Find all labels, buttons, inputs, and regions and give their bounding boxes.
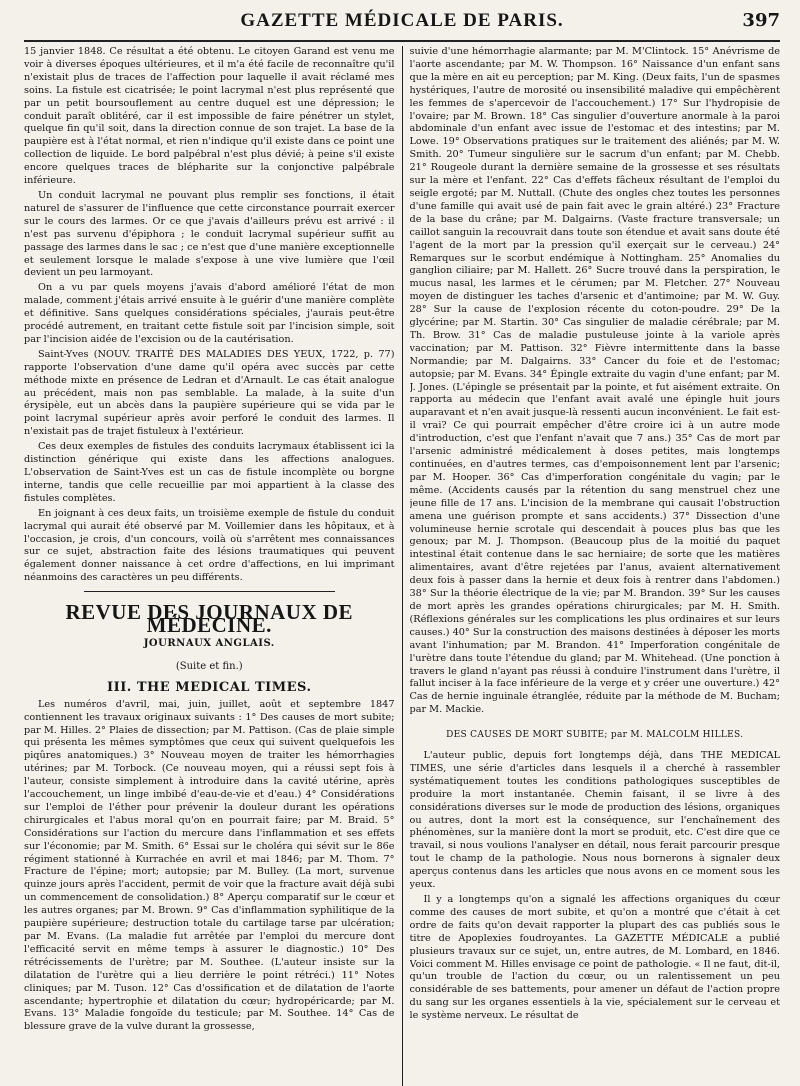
paragraph: En joignant à ces deux faits, un troisième exemple de fistule du conduit lacrymal qui aurait été observé par M. Voillemier dans les hôpitaux, et à l'occasion, je crois, d'un concours, voilà où s'arrêtent mes connaissances sur ce sujet, abstraction faite des lésions traumatiques qui peuvent également donner naissance à cet ordre d'affections, en lui imprimant néanmoins des caractères un peu différents. [24, 507, 395, 584]
paragraph: Ces deux exemples de fistules des conduits lacrymaux établissent ici la distinction générique qui existe dans les affections analogues. L'observation de Saint-Yves est un cas de fistule incomplète ou borgne interne, tandis que celle recueillie par moi appartient à la classe des fistules complètes. [24, 441, 395, 504]
paragraph: L'auteur public, depuis fort longtemps déjà, dans THE MEDICAL TIMES, une série d'articles dans lesquels il a cherché à rassembler systématiquement toutes les conditions pathologiques susceptibles de produire la mort instantanée. Chemin faisant, il se livre à des considérations diverses sur le mode de production des lésions, organiques ou autres, dont la mort est la conséquence, sur l'enchaînement des phénomènes, sur la manière dont la mort se produit, etc. C'est dire que ce travail, si nous voulions l'analyser en détail, nous ferait parcourir presque tout le champ de la pathologie. Nous nous bornerons à signaler deux aperçus contenus dans les articles que nous avons en ce moment sous les yeux. [409, 750, 781, 891]
paragraph: Un conduit lacrymal ne pouvant plus remplir ses fonctions, il était naturel de s'assurer de l'influence que cette circonstance pourrait exercer sur le cours des larmes. Or ce que j'avais d'ailleurs prévu est arrivé : il n'est pas survenu d'épiphora ; le conduit lacrymal supérieur suffit au passage des larmes dans le sac ; ce n'est que d'une manière exceptionnelle et seulement lorsque le malade s'expose à une vive lumière que l'œil devient un peu larmoyant. [24, 189, 395, 279]
paragraph: Il y a longtemps qu'on a signalé les affections organiques du cœur comme des causes de mort subite, et qu'on a montré que c'était à cet ordre de faits qu'on devait rapporter la plupart des cas publiés sous le titre de Apoplexies foudroyantes. La GAZETTE MÉDICALE a publié plusieurs travaux sur ce sujet, un, entre autres, de M. Lombard, en 1846. Voici comment M. Hilles envisage ce point de pathologie. « Il ne faut, dit-il, qu'un trouble de l'action du cœur, ou un ralentissement un peu considérable de ses battements, pour amener un défaut de l'action propre du sang sur les organes essentiels à la vie, spécialement sur le cerveau et le système nerveux. Le résultat de [409, 894, 781, 1022]
page-header [24, 10, 780, 42]
right-column [410, 46, 781, 1086]
journal-title: GAZETTE MÉDICALE DE PARIS. [240, 10, 564, 31]
page-number: 397 [742, 10, 780, 31]
article-heading: DES CAUSES DE MORT SUBITE; par M. MALCOLM HILLES. [446, 730, 744, 741]
paragraph: Saint-Yves (NOUV. TRAITÉ DES MALADIES DES YEUX, 1722, p. 77) rapporte l'observation d'une dame qu'il opéra avec succès par cette méthode mixte en présence de Ledran et d'Arnault. Le cas était analogue au précédent, mais non pas semblable. La malade, à la suite d'un érysipèle, eut un abcès dans la paupière supérieure qui se vida par le point lacrymal supérieur après avoir perforé le conduit des larmes. Il n'existait pas de trajet fistuleux à l'extérieur. [24, 348, 395, 438]
left-column [24, 46, 395, 1086]
paragraph: Les numéros d'avril, mai, juin, juillet, août et septembre 1847 contiennent les travaux originaux suivants : 1° Des causes de mort subite; par M. Hilles. 2° Plaies de dissection; par M. Pattison. (Cas de plaie simple qui présenta les mêmes symptômes que ceux qui suivent quelquefois les piqûres anatomiques.) 3° Nouveau moyen de traiter les hémorrhagies utérines; par M. Torbock. (Ce nouveau moyen, qui a réussi sept fois à l'auteur, consiste simplement à introduire dans la cavité utérine, après l'accouchement, un linge imbibé d'eau-de-vie et d'eau.) 4° Considérations sur l'emploi de l'éther pour prévenir la douleur durant les opérations chirurgicales et l'abus moral qu'on en pourrait faire; par M. Braid. 5° Considérations sur l'action du mercure dans l'inflammation et ses effets sur l'économie; par M. Smith. 6° Essai sur le choléra qui sévit sur le 86e régiment stationné à Kurrachée en avril et mai 1846; par M. Thom. 7° Fracture de l'épine; mort; autopsie; par M. Bulley. (La mort, survenue quinze jours après l'accident, permit de voir que la fracture avait déjà subi un commencement de consolidation.) 8° Aperçu comparatif sur le cœur et les autres organes; par M. Brown. 9° Cas d'inflammation syphilitique de la paupière supérieure; destruction totale du cartilage tarse par ulcération; par M. Evans. (La maladie fut arrêtée par l'emploi du mercure dont l'efficacité servit en même temps à assurer le diagnostic.) 10° Des rétrécissements de l'urètre; par M. Southee. (L'auteur insiste sur la dilatation de l'urètre qui a lieu derrière le point rétréci.) 11° Notes cliniques; par M. Tuson. 12° Cas d'ossification et de dilatation de l'aorte ascendante; hypertrophie et dilatation du cœur; hydropéricarde; par M. Evans. 13° Maladie fongoïde du testicule; par M. Southee. 14° Cas de blessure grave de la vulve durant la grossesse, [24, 698, 395, 1033]
section-rule [84, 591, 335, 592]
column-divider [402, 46, 403, 1086]
section-title: REVUE DES JOURNAUX DE MÉDECINE. [65, 600, 354, 638]
journal-section-heading: III. THE MEDICAL TIMES. [107, 679, 312, 695]
continuation-note: (Suite et fin.) [175, 660, 243, 672]
paragraph: On a vu par quels moyens j'avais d'abord amélioré l'état de mon malade, comment j'étais arrivé ensuite à le guérir d'une manière complète et définitive. Sans quelques considérations spéciales, j'aurais peut-être procédé autrement, en traitant cette fistule soit par l'incision simple, soit par l'incision aidée de l'excision ou de la cautérisation. [24, 282, 395, 345]
paragraph: suivie d'une hémorrhagie alarmante; par M. M'Clintock. 15° Anévrisme de l'aorte ascendante; par M. W. Thompson. 16° Naissance d'un enfant sans que la mère en ait eu perception; par M. King. (Deux faits, l'un de spasmes hystériques, l'autre de morosité ou insensibilité maladive qui empêchèrent les femmes de s'apercevoir de l'accouchement.) 17° Sur l'hydropisie de l'ovaire; par M. Brown. 18° Cas singulier d'ouverture anormale à la paroi abdominale d'un enfant avec issue de l'estomac et des intestins; par M. Lowe. 19° Observations pratiques sur le traitement des aliénés; par M. W. Smith. 20° Tumeur singulière sur le sacrum d'un enfant; par M. Chebb. 21° Rougeole durant la dernière semaine de la grossesse et ses résultats sur la mère et l'enfant. 22° Cas d'effets fâcheux résultant de l'emploi du seigle ergoté; par M. Nuttall. (Chute des ongles chez toutes les personnes d'une famille qui avait usé de pain fait avec le grain altéré.) 23° Fracture de la base du crâne; par M. Dalgairns. (Vaste fracture transversale; un caillot sanguin la recouvrait dans toute son étendue et avait sans doute été l'agent de la mort par la pression qu'il exerçait sur le cerveau.) 24° Remarques sur le scorbut endémique à Nottingham. 25° Anomalies du ganglion ciliaire; par M. Hallett. 26° Sucre trouvé dans la perspiration, le mucus nasal, les larmes et le cérumen; par M. Fletcher. 27° Nouveau moyen de distinguer les taches d'arsenic et d'antimoine; par M. W. Guy. 28° Sur la cause de l'explosion récente du coton-poudre. 29° De la glycérine; par M. Startin. 30° Cas singulier de maladie cérébrale; par M. Th. Brow. 31° Cas de maladie pustuleuse jointe à la variole après vaccination; par M. Pattison. 32° Fièvre intermittente dans la basse Normandie; par M. Dalgairns. 33° Cancer du foie et de l'estomac; autopsie; par M. Evans. 34° Épingle extraite du vagin d'une enfant; par M. J. Jones. (L'épingle se présentait par la pointe, et fut aisément extraite. On rapporta au médecin que l'enfant avait avalé une épingle huit jours auparavant et n'en avait jusque-là ressenti aucun inconvénient. Le fait est-il vrai? Ce qui pourrait empêcher d'être croire ici à un autre mode d'introduction, c'est que l'enfant n'avait que 7 ans.) 35° Cas de mort par l'arsenic administré médicalement à doses petites, mais longtemps continuées, en d'autres termes, cas d'empoisonnement lent par l'arsenic; par M. Hooper. 36° Cas d'imperforation congénitale du vagin; par le même. (Accidents causés par la rétention du sang menstruel chez une jeune fille de 17 ans. L'incision de la membrane qui causait l'obstruction amena une guérison prompte et sans accidents.) 37° Dissection d'une volumineuse hernie scrotale qui descendait à pouces plus bas que les genoux; par M. J. Thompson. (Beaucoup plus de la moitié du paquet intestinal était contenue dans le sac herniaire; de sorte que les matières alimentaires, avant d'être rejetées par l'anus, avaient alternativement deux fois à passer dans la hernie et deux fois à rentrer dans l'abdomen.) 38° Sur la théorie électrique de la vie; par M. Brandon. 39° Sur les causes de mort après les grandes opérations chirurgicales; par M. H. Smith. (Réflexions générales sur les complications les plus ordinaires et sur leurs causes.) 40° Sur la construction des maisons destinées à déposer les morts avant l'inhumation; par M. Brandon. 41° Imperforation congénitale de l'urètre dans toute l'étendue du gland; par M. Whitehead. (Une ponction à travers le gland n'ayant pas réussi à conduire l'instrument dans l'urètre, il fallut inciser à la face inférieure de la verge et y créer une ouverture.) 42° Cas de hernie inguinale étranglée, réduite par la méthode de M. Bucham; par M. Mackie. [409, 46, 781, 716]
subsection-title: JOURNAUX ANGLAIS. [143, 637, 275, 649]
columns [24, 46, 780, 1086]
paragraph: 15 janvier 1848. Ce résultat a été obtenu. Le citoyen Garand est venu me voir à diverses époques ultérieures, et il m'a été facile de reconnaître qu'il n'existait plus de traces de l'affection pour laquelle il avait réclamé mes soins. La fistule est cicatrisée; le point lacrymal n'est plus représenté que par un petit boursouflement au centre duquel est une dépression; le conduit paraît oblitéré, car il est impossible de faire pénétrer un stylet, quelque fin qu'il soit, dans la direction connue de son trajet. La base de la paupière est à l'état normal, et rien n'indique qu'il existe dans ce point une collection de liquide. Le bord palpébral n'est plus dévié; à peine s'il existe encore quelques traces de blépharite sur la conjonctive palpébrale inférieure. [24, 46, 395, 187]
